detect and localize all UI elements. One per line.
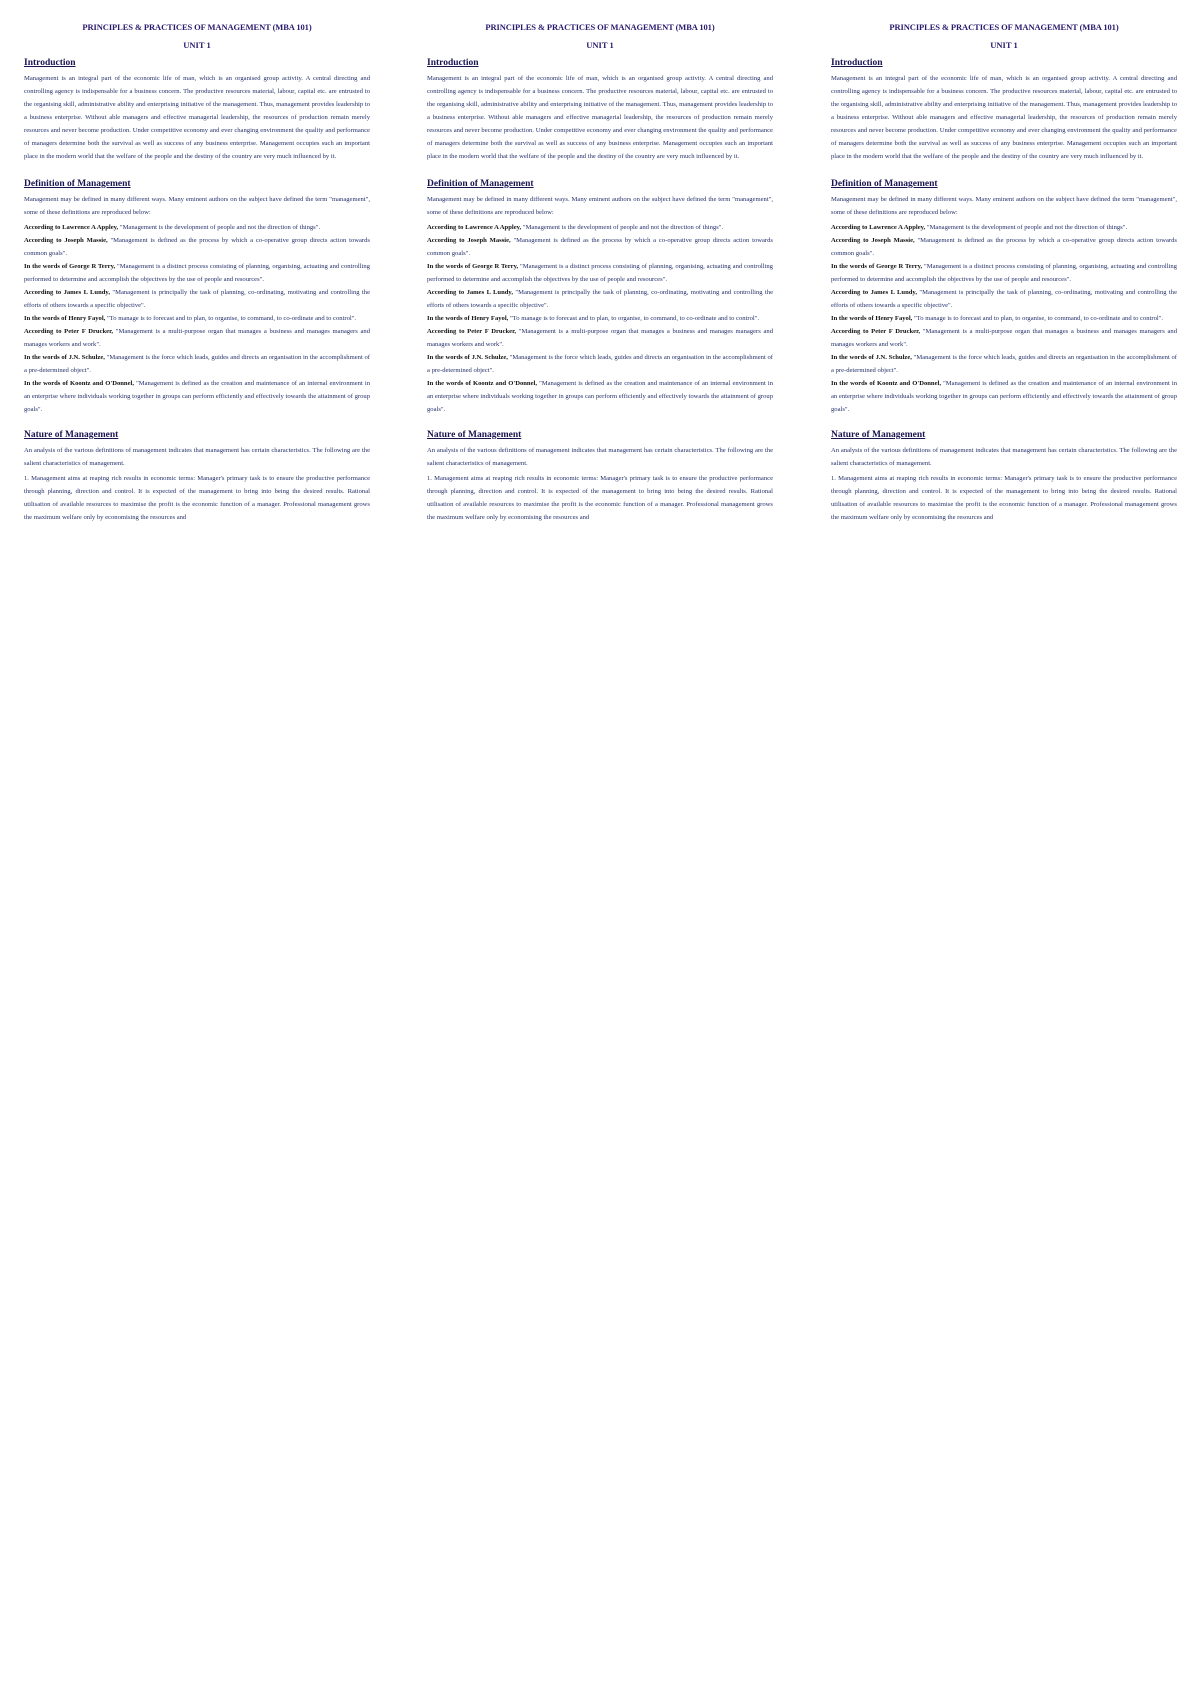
definition-text: "Management is a multi-purpose organ that manages a business and manages managers and manages workers and work". <box>831 328 1177 348</box>
definition-item <box>427 221 773 234</box>
definition-heading: Definition of Management <box>24 179 131 189</box>
document-title: PRINCIPLES & PRACTICES OF MANAGEMENT (MBA 101) <box>82 22 312 32</box>
definition-text: "To manage is to forecast and to plan, to organise, to command, to co-ordinate and to control". <box>913 315 1164 322</box>
definition-item <box>427 260 773 286</box>
definition-source: According to Joseph Massie, <box>831 237 915 244</box>
definition-list <box>427 221 773 416</box>
definition-text: "Management is the force which leads, guides and directs an organisation in the accomplishment of a pre-determined object". <box>427 354 773 374</box>
definition-item <box>427 377 773 416</box>
definition-text: "Management is the development of people and not the direction of things". <box>926 224 1128 231</box>
definition-source: According to Lawrence A Appley, <box>24 224 119 231</box>
definition-item <box>831 286 1177 312</box>
definition-item <box>24 234 370 260</box>
definition-item <box>24 260 370 286</box>
definition-source: In the words of Koontz and O'Donnel, <box>831 380 941 387</box>
unit-label: UNIT 1 <box>586 40 614 50</box>
definition-text: "Management is the development of people and not the direction of things". <box>119 224 321 231</box>
definition-intro: Management may be defined in many different ways. Many eminent authors on the subject have defined the term "management", some of these definitions are reproduced below: <box>427 196 773 216</box>
definition-text: "Management is a multi-purpose organ that manages a business and manages managers and manages workers and work". <box>427 328 773 348</box>
definition-source: In the words of J.N. Schulze, <box>427 354 508 361</box>
nature-heading: Nature of Management <box>24 430 119 440</box>
document-title: PRINCIPLES & PRACTICES OF MANAGEMENT (MBA 101) <box>485 22 715 32</box>
definition-text: "Management is principally the task of planning, co-ordinating, motivating and controlling the efforts of others towards a specific objective". <box>427 289 773 309</box>
page-column-2 <box>427 22 773 526</box>
definition-source: In the words of Koontz and O'Donnel, <box>427 380 537 387</box>
definition-intro: Management may be defined in many different ways. Many eminent authors on the subject have defined the term "management", some of these definitions are reproduced below: <box>24 196 370 216</box>
definition-source: In the words of J.N. Schulze, <box>831 354 912 361</box>
definition-text: "Management is defined as the creation and maintenance of an internal environment in an enterprise where individuals working together in groups can perform efficiently and effectively towards the attainment of group goals". <box>24 380 370 413</box>
definition-item <box>24 377 370 416</box>
definition-source: According to Lawrence A Appley, <box>427 224 522 231</box>
definition-source: According to Peter F Drucker, <box>831 328 921 335</box>
introduction-body: Management is an integral part of the economic life of man, which is an organised group activity. A central directing and controlling agency is indispensable for a business concern. The productive resources material, labour, capital etc. are entrusted to the organising skill, administrative ability and enterprising initiative of the management. Thus, management provides leadership to a business enterprise. Without able managers and effective managerial leadership, the resources of production remain merely resources and never become production. Under competitive economy and ever changing environment the quality and performance of managers determine both the survival as well as success of any business enterprise. Management occupies such an important place in the modern world that the welfare of the people and the destiny of the country are very much influenced by it. <box>427 75 773 160</box>
definition-heading: Definition of Management <box>427 179 534 189</box>
definition-heading: Definition of Management <box>831 179 938 189</box>
definition-text: "Management is a multi-purpose organ that manages a business and manages managers and manages workers and work". <box>24 328 370 348</box>
definition-source: In the words of Henry Fayol, <box>427 315 509 322</box>
definition-source: According to James L Lundy, <box>24 289 110 296</box>
nature-point: 1. Management aims at reaping rich results in economic terms: Manager's primary task is to ensure the productive performance through planning, direction and control. It is expected of the management to bring into being the desired results. Rational utilisation of available resources to maximise the profit is the economic function of a manager. Professional management grows the maximum welfare only by economising the resources and <box>24 475 370 521</box>
nature-intro: An analysis of the various definitions of management indicates that management has certain characteristics. The following are the salient characteristics of management. <box>427 447 773 467</box>
definition-source: According to Lawrence A Appley, <box>831 224 926 231</box>
introduction-heading: Introduction <box>831 58 883 68</box>
definition-item <box>24 312 370 325</box>
definition-text: "Management is defined as the process by which a co-operative group directs action towards common goals". <box>831 237 1177 257</box>
definition-item <box>427 286 773 312</box>
definition-text: "Management is the force which leads, guides and directs an organisation in the accomplishment of a pre-determined object". <box>831 354 1177 374</box>
nature-point: 1. Management aims at reaping rich results in economic terms: Manager's primary task is to ensure the productive performance through planning, direction and control. It is expected of the management to bring into being the desired results. Rational utilisation of available resources to maximise the profit is the economic function of a manager. Professional management grows the maximum welfare only by economising the resources and <box>427 475 773 521</box>
definition-text: "Management is a distinct process consisting of planning, organising, actuating and controlling performed to determine and accomplish the objectives by the use of people and resources". <box>24 263 370 283</box>
definition-source: In the words of J.N. Schulze, <box>24 354 105 361</box>
definition-list <box>24 221 370 416</box>
definition-item <box>24 351 370 377</box>
definition-source: According to James L Lundy, <box>427 289 513 296</box>
definition-source: According to Peter F Drucker, <box>24 328 114 335</box>
definition-text: "Management is defined as the creation and maintenance of an internal environment in an enterprise where individuals working together in groups can perform efficiently and effectively towards the attainment of group goals". <box>427 380 773 413</box>
definition-text: "Management is a distinct process consisting of planning, organising, actuating and controlling performed to determine and accomplish the objectives by the use of people and resources". <box>831 263 1177 283</box>
definition-item <box>24 221 370 234</box>
introduction-heading: Introduction <box>427 58 479 68</box>
definition-text: "Management is the development of people and not the direction of things". <box>522 224 724 231</box>
definition-source: According to Joseph Massie, <box>24 237 108 244</box>
definition-item <box>24 325 370 351</box>
definition-item <box>427 312 773 325</box>
definition-item <box>427 325 773 351</box>
definition-text: "Management is principally the task of planning, co-ordinating, motivating and controlling the efforts of others towards a specific objective". <box>24 289 370 309</box>
definition-text: "To manage is to forecast and to plan, to organise, to command, to co-ordinate and to control". <box>509 315 760 322</box>
introduction-body: Management is an integral part of the economic life of man, which is an organised group activity. A central directing and controlling agency is indispensable for a business concern. The productive resources material, labour, capital etc. are entrusted to the organising skill, administrative ability and enterprising initiative of the management. Thus, management provides leadership to a business enterprise. Without able managers and effective managerial leadership, the resources of production remain merely resources and never become production. Under competitive economy and ever changing environment the quality and performance of managers determine both the survival as well as success of any business enterprise. Management occupies such an important place in the modern world that the welfare of the people and the destiny of the country are very much influenced by it. <box>24 75 370 160</box>
definition-source: According to Joseph Massie, <box>427 237 511 244</box>
definition-source: In the words of Henry Fayol, <box>831 315 913 322</box>
definition-source: In the words of Henry Fayol, <box>24 315 106 322</box>
definition-item <box>831 351 1177 377</box>
definition-item <box>831 260 1177 286</box>
definition-text: "To manage is to forecast and to plan, to organise, to command, to co-ordinate and to control". <box>106 315 357 322</box>
definition-item <box>831 234 1177 260</box>
definition-text: "Management is defined as the process by which a co-operative group directs action towards common goals". <box>24 237 370 257</box>
definition-text: "Management is defined as the process by which a co-operative group directs action towards common goals". <box>427 237 773 257</box>
definition-item <box>427 234 773 260</box>
definition-list <box>831 221 1177 416</box>
page-column-1 <box>24 22 370 526</box>
definition-source: In the words of Koontz and O'Donnel, <box>24 380 134 387</box>
unit-label: UNIT 1 <box>183 40 211 50</box>
introduction-heading: Introduction <box>24 58 76 68</box>
definition-item <box>831 325 1177 351</box>
definition-item <box>427 351 773 377</box>
definition-intro: Management may be defined in many different ways. Many eminent authors on the subject have defined the term "management", some of these definitions are reproduced below: <box>831 196 1177 216</box>
definition-text: "Management is principally the task of planning, co-ordinating, motivating and controlling the efforts of others towards a specific objective". <box>831 289 1177 309</box>
definition-text: "Management is a distinct process consisting of planning, organising, actuating and controlling performed to determine and accomplish the objectives by the use of people and resources". <box>427 263 773 283</box>
introduction-body: Management is an integral part of the economic life of man, which is an organised group activity. A central directing and controlling agency is indispensable for a business concern. The productive resources material, labour, capital etc. are entrusted to the organising skill, administrative ability and enterprising initiative of the management. Thus, management provides leadership to a business enterprise. Without able managers and effective managerial leadership, the resources of production remain merely resources and never become production. Under competitive economy and ever changing environment the quality and performance of managers determine both the survival as well as success of any business enterprise. Management occupies such an important place in the modern world that the welfare of the people and the destiny of the country are very much influenced by it. <box>831 75 1177 160</box>
nature-intro: An analysis of the various definitions of management indicates that management has certain characteristics. The following are the salient characteristics of management. <box>831 447 1177 467</box>
unit-label: UNIT 1 <box>990 40 1018 50</box>
definition-item <box>831 377 1177 416</box>
nature-heading: Nature of Management <box>831 430 926 440</box>
definition-text: "Management is defined as the creation and maintenance of an internal environment in an enterprise where individuals working together in groups can perform efficiently and effectively towards the attainment of group goals". <box>831 380 1177 413</box>
definition-source: In the words of George R Terry, <box>831 263 923 270</box>
nature-intro: An analysis of the various definitions of management indicates that management has certain characteristics. The following are the salient characteristics of management. <box>24 447 370 467</box>
definition-item <box>24 286 370 312</box>
nature-heading: Nature of Management <box>427 430 522 440</box>
nature-point: 1. Management aims at reaping rich results in economic terms: Manager's primary task is to ensure the productive performance through planning, direction and control. It is expected of the management to bring into being the desired results. Rational utilisation of available resources to maximise the profit is the economic function of a manager. Professional management grows the maximum welfare only by economising the resources and <box>831 475 1177 521</box>
definition-item <box>831 221 1177 234</box>
definition-text: "Management is the force which leads, guides and directs an organisation in the accomplishment of a pre-determined object". <box>24 354 370 374</box>
definition-source: According to James L Lundy, <box>831 289 917 296</box>
definition-source: In the words of George R Terry, <box>427 263 519 270</box>
definition-source: In the words of George R Terry, <box>24 263 116 270</box>
definition-item <box>831 312 1177 325</box>
page-column-3 <box>831 22 1177 526</box>
document-title: PRINCIPLES & PRACTICES OF MANAGEMENT (MBA 101) <box>889 22 1119 32</box>
definition-source: According to Peter F Drucker, <box>427 328 517 335</box>
